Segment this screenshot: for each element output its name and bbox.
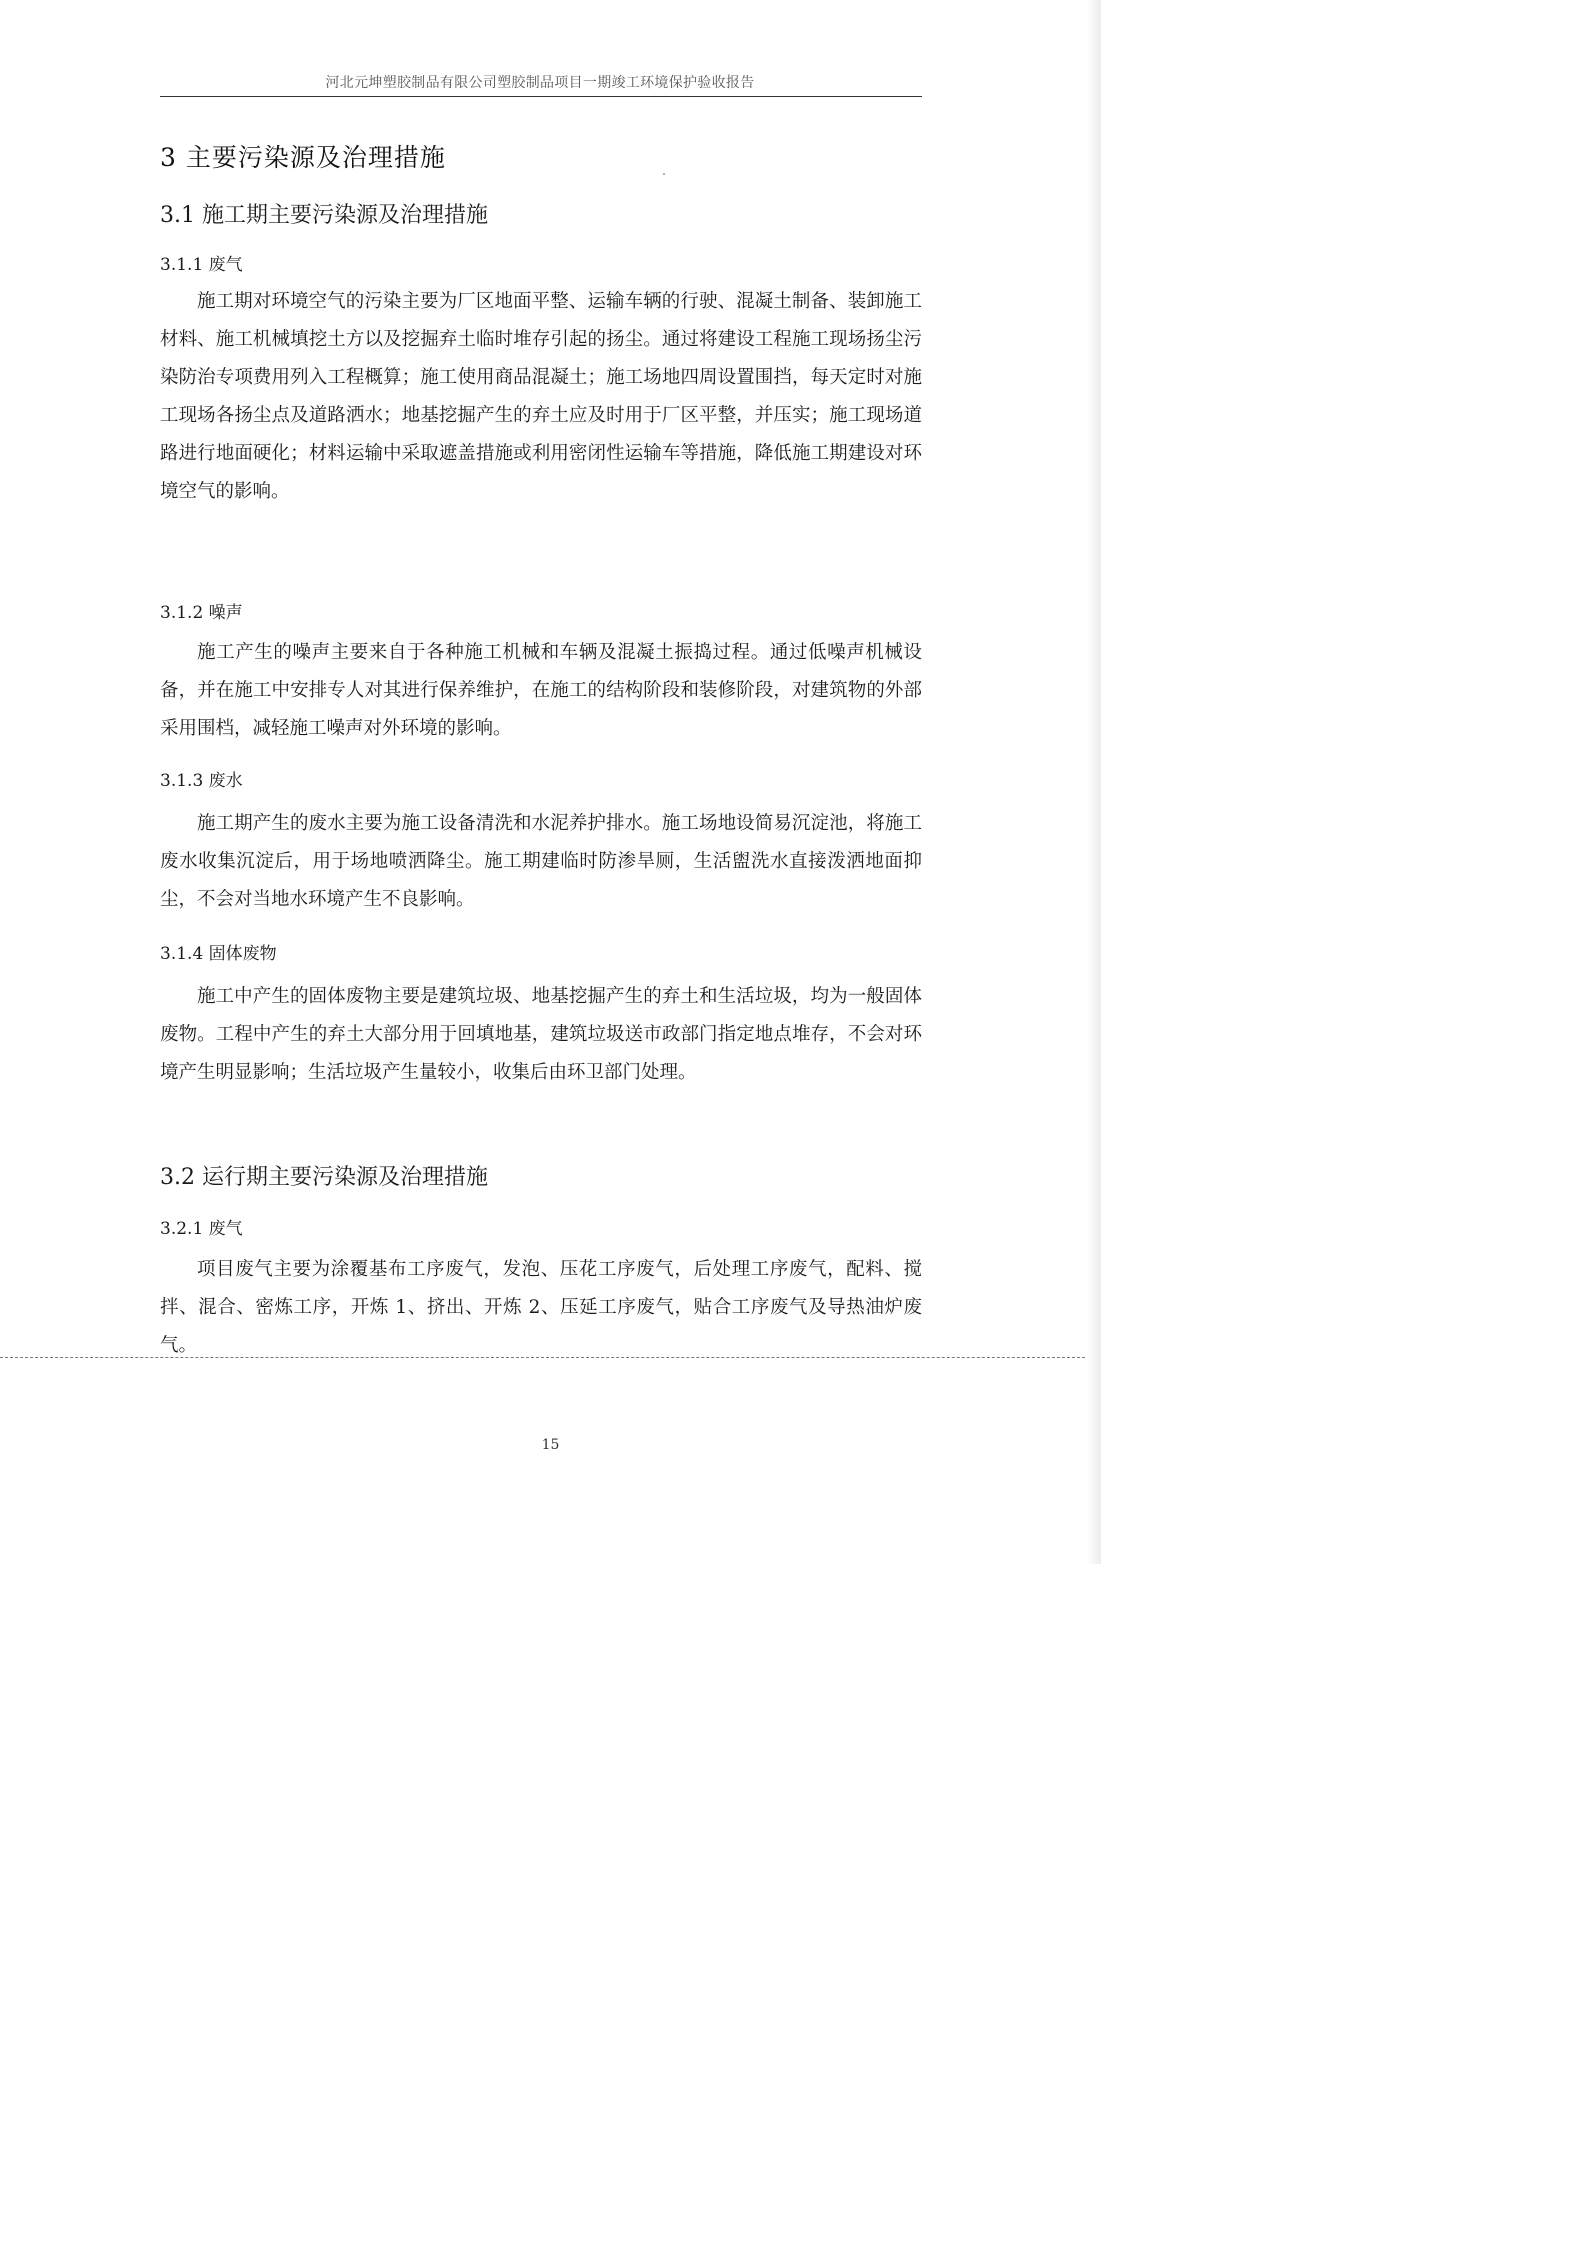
document-page [0,0,1101,1564]
section-3-2-heading: 3.2 运行期主要污染源及治理措施 [160,1165,488,1190]
section-3-1-4-heading: 3.1.4 固体废物 [160,944,277,964]
scan-fold-line [0,1357,1085,1358]
header-rule [160,96,922,97]
section-3-1-2-paragraph: 施工产生的噪声主要来自于各种施工机械和车辆及混凝土振捣过程。通过低噪声机械设备，并在施工中安排专人对其进行保养维护，在施工的结构阶段和装修阶段，对建筑物的外部采用围档，减轻施工噪声对外环境的影响。 [160,642,922,739]
section-3-1-1-heading: 3.1.1 废气 [160,255,243,275]
section-3-1-heading: 3.1 施工期主要污染源及治理措施 [160,203,488,228]
scan-edge-shadow [1087,0,1101,1564]
section-3-1-2-heading: 3.1.2 噪声 [160,603,243,623]
running-header: 河北元坤塑胶制品有限公司塑胶制品项目一期竣工环境保护验收报告 [325,75,755,91]
section-3-1-3-heading: 3.1.3 废水 [160,771,243,791]
section-3-1-3-paragraph: 施工期产生的废水主要为施工设备清洗和水泥养护排水。施工场地设简易沉淀池，将施工废水收集沉淀后，用于场地喷洒降尘。施工期建临时防渗旱厕，生活盥洗水直接泼洒地面抑尘，不会对当地水环境产生不良影响。 [160,813,922,910]
section-3-1-1-paragraph: 施工期对环境空气的污染主要为厂区地面平整、运输车辆的行驶、混凝土制备、装卸施工材料、施工机械填挖土方以及挖掘弃土临时堆存引起的扬尘。通过将建设工程施工现场扬尘污染防治专项费用列入工程概算；施工使用商品混凝土；施工场地四周设置围挡，每天定时对施工现场各扬尘点及道路洒水；地基挖掘产生的弃土应及时用于厂区平整，并压实；施工现场道路进行地面硬化；材料运输中采取遮盖措施或利用密闭性运输车等措施，降低施工期建设对环境空气的影响。 [160,291,922,502]
section-3-2-1-paragraph: 项目废气主要为涂覆基布工序废气，发泡、压花工序废气，后处理工序废气，配料、搅拌、混合、密炼工序，开炼 1、挤出、开炼 2、压延工序废气，贴合工序废气及导热油炉废气。 [160,1259,922,1356]
scan-speck [663,173,665,175]
section-3-1-4-paragraph: 施工中产生的固体废物主要是建筑垃圾、地基挖掘产生的弃土和生活垃圾，均为一般固体废物。工程中产生的弃土大部分用于回填地基，建筑垃圾送市政部门指定地点堆存，不会对环境产生明显影响；生活垃圾产生量较小，收集后由环卫部门处理。 [160,986,922,1083]
chapter-title: 3 主要污染源及治理措施 [160,143,446,172]
section-3-2-1-heading: 3.2.1 废气 [160,1219,243,1239]
page-number: 15 [541,1437,560,1453]
